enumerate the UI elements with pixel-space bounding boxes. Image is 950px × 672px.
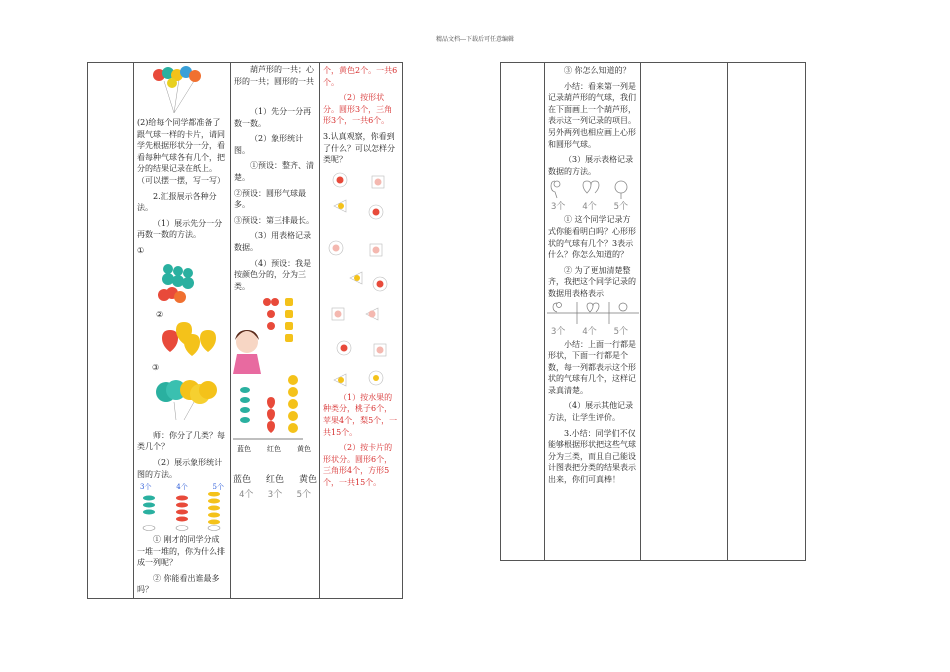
- right-para-6: 小结：上面一行都是形状，下面一行都是个数，每一列都表示这个形状的气球有几个，这样记录真清楚。: [548, 339, 636, 395]
- right-para-1: ③ 你怎么知道的？: [564, 66, 631, 75]
- fruit-cards-image: [320, 168, 403, 390]
- col2-para-2: 2.汇报展示各种分法。: [137, 191, 217, 213]
- color-labels-large: [231, 472, 319, 485]
- col2-para-6: ① 刚才的同学分成一堆一堆的，你为什么排成一列呢？: [137, 535, 225, 568]
- sketch-count-2: 4个: [582, 202, 597, 213]
- right-column-4: [728, 63, 806, 561]
- round-balloons-image: [134, 376, 231, 420]
- col2-para-1: (2)给每个同学都准备了跟气球一样的卡片，请同学先根据形状分一分，看看每种气球各有几个，把分的结果记录在纸上。（可以摆一摆，写一写）: [137, 118, 225, 185]
- col2-number-3: ③: [152, 363, 160, 373]
- color-labels-small: [231, 444, 319, 454]
- page-header: 精品文档---下载后可任意编辑: [435, 36, 515, 43]
- balloon-bunch-image: [134, 63, 231, 115]
- stat-count-1: 3个: [140, 483, 152, 492]
- stat-count-3: 5个: [212, 483, 224, 492]
- left-column-1: [88, 63, 134, 599]
- col4-para-2: （2）按形状分。圆形3个，三角形3个，一共6个。: [323, 93, 393, 126]
- col4-para-4: （1）按水果的种类分，桃子6个，苹果4个，梨5个，一共15个。: [323, 392, 398, 437]
- right-lesson-table: [500, 62, 806, 561]
- right-column-1: [501, 63, 545, 561]
- table-count-labels: [545, 324, 640, 337]
- heart-balloons-image: [134, 322, 231, 360]
- color-label-large-1: 蓝色: [233, 475, 252, 486]
- col3-para-4: ②预设：圆形气球最多。: [234, 188, 306, 210]
- table-count-1: 3个: [551, 326, 566, 337]
- left-column-4: [320, 63, 403, 599]
- col3-para-7: （4）预设：我是按颜色分的，分为三类。: [234, 258, 312, 291]
- col2-number-1: ①: [137, 245, 145, 255]
- col4-para-3: 3.认真观察，你看到了什么？可以怎样分类呢？: [323, 131, 395, 165]
- color-count-3: 5个: [296, 490, 311, 501]
- right-para-2: 小结：看来第一列是记录葫芦形的气球，我们在下面画上一个葫芦形，表示这一列记录的项目。另外两列也相应画上心形和圆形气球。: [548, 81, 636, 149]
- right-column-3: [641, 63, 728, 561]
- right-para-5: ② 为了更加清楚整齐，我把这个同学记录的数据用表格表示: [548, 265, 636, 298]
- color-label-large-2: 红色: [265, 475, 284, 486]
- right-para-3: （3）展示表格记录数据的方法。: [548, 155, 634, 176]
- sketch-count-labels: [545, 199, 640, 212]
- color-label-small-3: 黄色: [297, 445, 311, 454]
- color-sort-illustration: [231, 294, 320, 444]
- shape-sketch-image: [545, 179, 641, 199]
- left-column-3: [231, 63, 320, 599]
- col2-para-7: ② 你能看出谁最多吗？: [137, 573, 220, 595]
- col3-para-3: ①预设：整齐、清楚。: [234, 161, 314, 182]
- sketch-count-1: 3个: [551, 202, 566, 213]
- col2-number-2: ②: [156, 309, 164, 319]
- color-count-2: 3个: [267, 490, 283, 501]
- color-label-large-3: 黄色: [298, 475, 317, 486]
- record-table-sketch: [545, 302, 641, 324]
- gourd-balloons-image: [134, 259, 231, 307]
- col2-para-3: （1）展示先分一分再数一数的方法。: [137, 218, 223, 240]
- pictograph-chart-image: [134, 492, 231, 532]
- right-para-8: 3.小结：同学们不仅能够根据形状把这些气球分为三类，而且自己能设计图表把分类的结果表示出来，你们可真棒！: [548, 428, 636, 485]
- color-label-small-1: 蓝色: [237, 445, 251, 454]
- right-para-4: ① 这个同学记录方式你能看明白吗？心形形状的气球有几个？3表示什么？你怎么知道的？: [548, 215, 636, 260]
- col3-para-1: （1）先分一分再数一数。: [234, 107, 312, 128]
- sketch-count-3: 5个: [613, 202, 628, 213]
- table-count-3: 5个: [613, 326, 628, 337]
- left-lesson-table: [87, 62, 403, 599]
- col3-para-5: ③预设：第三排最长。: [234, 215, 314, 225]
- color-count-1: 4个: [239, 490, 254, 501]
- stat-count-2: 4个: [176, 483, 188, 492]
- col3-para-2: （2）象形统计图。: [234, 134, 304, 155]
- left-column-2: [134, 63, 231, 599]
- col3-para-0: 葫芦形的一共；心形的一共；圆形的一共: [234, 65, 314, 86]
- col4-para-5: （2）按卡片的形状分。圆形6个，三角形4个，方形5个，一共15个。: [323, 443, 393, 487]
- color-count-labels: [231, 485, 319, 500]
- stat-count-labels: [134, 482, 230, 492]
- color-label-small-2: 红色: [267, 445, 281, 454]
- right-column-2: [545, 63, 641, 561]
- col2-para-5: （2）展示象形统计图的方法。: [137, 457, 223, 479]
- col3-para-6: （3）用表格记录数据。: [234, 231, 312, 252]
- right-para-7: （4）展示其他记录方法，让学生评价。: [548, 401, 634, 423]
- col2-para-4: 师：你分了几类？每类几个？: [137, 430, 225, 452]
- table-count-2: 4个: [582, 326, 597, 337]
- col4-para-1: 个，黄色2个。一共6个。: [323, 66, 398, 87]
